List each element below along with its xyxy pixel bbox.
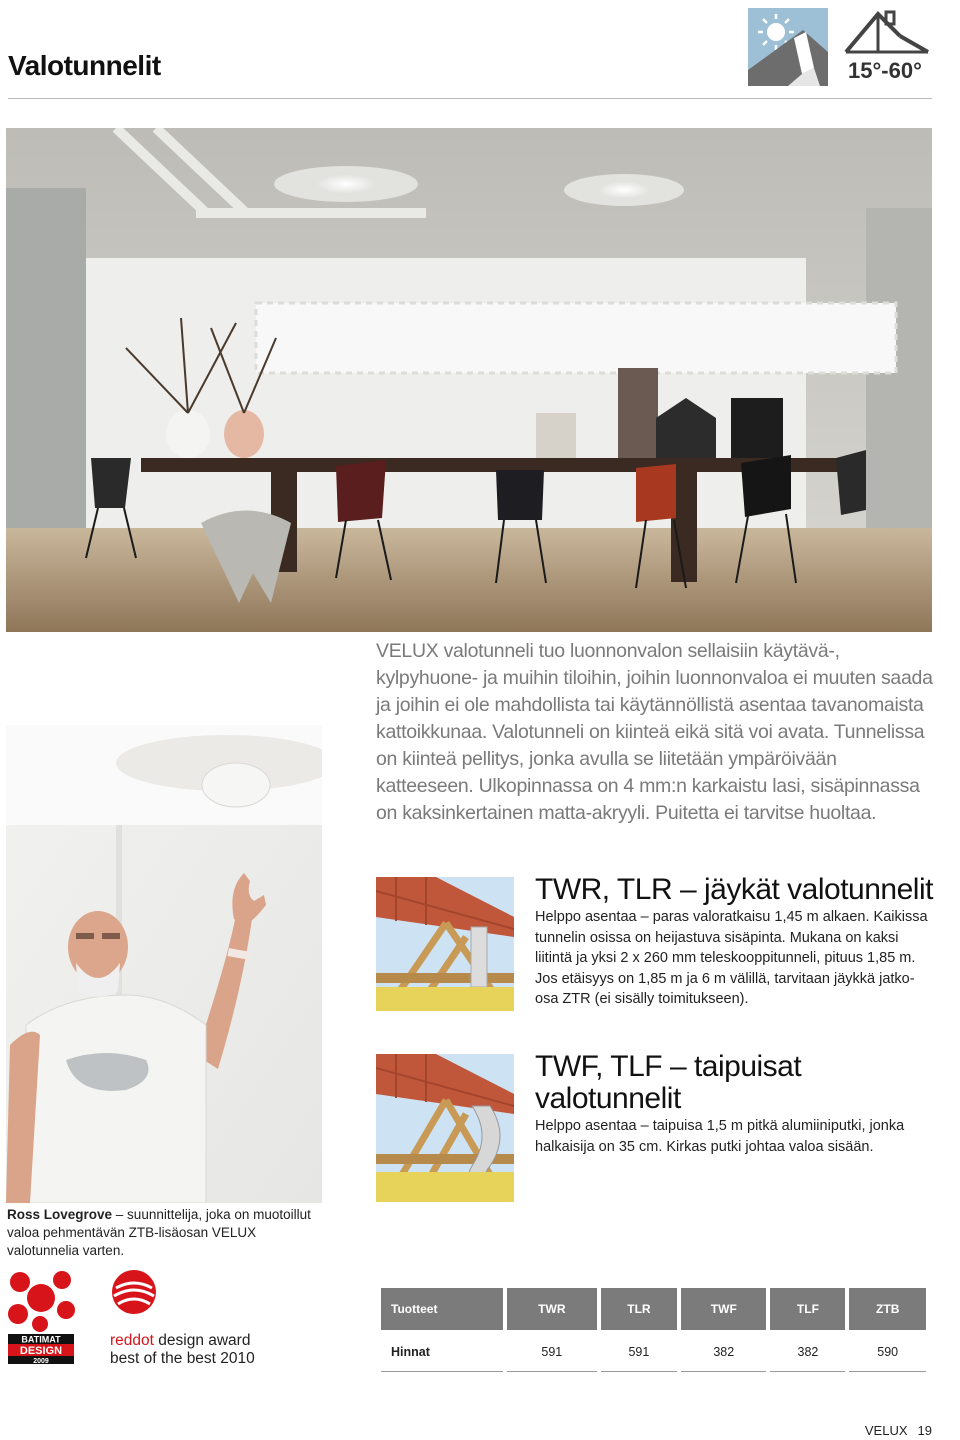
rigid-tunnel-image: [376, 877, 514, 1011]
roof-angle-icon: [842, 6, 932, 86]
intro-paragraph: VELUX valotunneli tuo luonnonvalon sellaisiin käytävä-, kylpyhuone- ja muihin tiloihin, joihin luonnonvaloa ei muuten saada ja joihin ei ole mahdollista tai käytännöllistä asentaa tavanomaista kattoikkunaa. Valotunneli on kiinteä eikä sitä voi avata. Tunnelissa on kiinteä pellitys, jonka avulla se liitetään ympäröivään katteeseen. Ulkopinnassa on 4 mm:n karkaistu lasi, sisäpinnassa on kaksinkertainen matta-akryyli. Puitetta ei tarvitse huoltaa.: [376, 640, 933, 824]
price-table-header-row: [381, 1288, 926, 1330]
designer-name: Ross Lovegrove: [7, 1207, 113, 1222]
page-number: 19: [917, 1423, 932, 1438]
page-title: Valotunnelit: [8, 50, 161, 81]
designer-photo: [6, 725, 322, 1203]
table-header-tlf: TLF: [770, 1288, 845, 1330]
reddot-subtitle: best of the best 2010: [110, 1350, 255, 1367]
price-twf: 382: [681, 1330, 766, 1372]
photo-caption: [7, 1206, 317, 1260]
table-header-ztb: ZTB: [849, 1288, 926, 1330]
table-row: [381, 1330, 926, 1372]
price-ztb: 590: [849, 1330, 926, 1372]
flexible-tunnel-image: [376, 1054, 514, 1202]
product-text-rigid: Helppo asentaa – paras valoratkaisu 1,45 m alkaen. Kaikissa tunnelin osissa on heijastuva sisäpinta. Mukana on kaksi liitintä ja yksi 2 x 260 mm teleskooppitunneli, pituus 1,85 m. Jos etäisyys on 1,85 m ja 6 m välillä, tarvitaan jäykkä jatko-osa ZTR (ei sisälly toimitukseen).: [535, 909, 928, 1007]
product-heading-rigid: TWR, TLR – jäykät valotunnelit: [535, 873, 933, 906]
table-row-label: Hinnat: [381, 1330, 503, 1372]
table-header-twr: TWR: [507, 1288, 597, 1330]
reddot-word: reddot: [110, 1332, 154, 1349]
price-table: [377, 1288, 930, 1372]
product-heading-flexible: TWF, TLF – taipuisat valotunnelit: [535, 1050, 802, 1115]
dining-room-photo: [6, 128, 932, 632]
batimat-word: BATIMAT: [21, 1334, 61, 1345]
batimat-design: DESIGN: [19, 1345, 63, 1357]
roof-angle-label: 15°-60°: [848, 58, 922, 83]
reddot-icon: [110, 1268, 158, 1316]
price-tlf: 382: [770, 1330, 845, 1372]
footer-brand: VELUX: [864, 1423, 908, 1438]
caption-text: – suunnittelija, joka on muotoillut valoa pehmentävän ZTB-lisäosan VELUX valotunnelia varten.: [7, 1207, 311, 1258]
batimat-year: 2009: [33, 1358, 49, 1365]
sun-tunnel-icon: [748, 8, 828, 86]
page-footer: [865, 1423, 932, 1438]
price-tlr: 591: [601, 1330, 678, 1372]
reddot-award-text: [110, 1332, 255, 1368]
product-text-flexible: Helppo asentaa – taipuisa 1,5 m pitkä alumiiniputki, jonka halkaisija on 35 cm. Kirkas putki johtaa valoa sisään.: [535, 1118, 905, 1155]
price-twr: 591: [507, 1330, 597, 1372]
title-divider: [8, 98, 932, 99]
reddot-award-label: design award: [153, 1332, 251, 1349]
table-header-products: Tuotteet: [381, 1288, 503, 1330]
batimat-design-logo: [6, 1268, 76, 1366]
table-header-twf: TWF: [681, 1288, 766, 1330]
table-header-tlr: TLR: [601, 1288, 678, 1330]
